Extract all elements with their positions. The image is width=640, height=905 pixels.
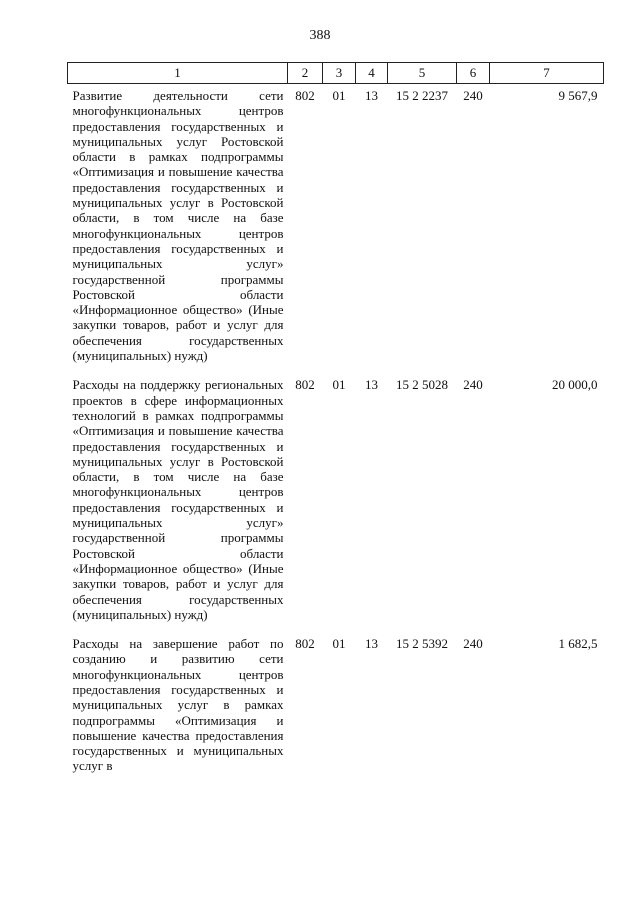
row-code-subsection: 13 xyxy=(365,377,378,393)
column-header-6: 6 xyxy=(457,63,490,84)
row-code-section: 01 xyxy=(332,88,346,103)
column-header-1: 1 xyxy=(68,63,288,84)
row-code-expense-type: 240 xyxy=(463,636,483,652)
row-code-expense-type: 240 xyxy=(463,88,483,103)
table-header-row xyxy=(68,63,604,84)
column-header-4: 4 xyxy=(356,63,388,84)
row-description: Развитие деятельности сети многофункциональных центров предоставления государственных и муниципальных услуг Ростовской области в рамках подпрограммы «Оптимизация и повышение качества предоставления государственных и муниципальных услуг в Ростовской области, в том числе на базе многофункциональных центров предоставления государственных и муниципальных услуг» государственной программы Ростовской области «Информационное общество» (Иные закупки товаров, работ и услуг для обеспечения государственных (муниципальных) нужд) xyxy=(72,88,284,364)
row-code-target: 15 2 2237 xyxy=(396,88,448,103)
row-description: Расходы на поддержку региональных проектов в сфере информационных технологий в рамках подпрограммы «Оптимизация и повышение качества предоставления государственных и муниципальных услуг в Ростовской области, в том числе на базе многофункциональных центров предоставления государственных и муниципальных услуг» государственной программы Ростовской области «Информационное общество» (Иные закупки товаров, работ и услуг для обеспечения государственных (муниципальных) нужд) xyxy=(72,377,284,622)
row-code-subsection: 13 xyxy=(365,88,378,103)
column-header-5: 5 xyxy=(388,63,457,84)
row-description: Расходы на завершение работ по созданию и развитию сети многофункциональных центров предоставления государственных и муниципальных услуг в рамках подпрограммы «Оптимизация и повышение качества предоставления государственных и муниципальных услуг в xyxy=(72,636,284,774)
row-amount: 20 000,0 xyxy=(552,377,598,393)
table-row xyxy=(68,373,604,632)
budget-table xyxy=(67,62,604,784)
row-code-ministry: 802 xyxy=(295,88,315,103)
row-code-section: 01 xyxy=(332,636,346,652)
column-header-2: 2 xyxy=(288,63,323,84)
row-code-ministry: 802 xyxy=(295,636,315,652)
row-code-target: 15 2 5392 xyxy=(396,636,448,652)
row-code-target: 15 2 5028 xyxy=(396,377,448,393)
row-amount: 9 567,9 xyxy=(558,88,598,103)
row-amount: 1 682,5 xyxy=(558,636,598,652)
row-code-expense-type: 240 xyxy=(463,377,483,393)
page-number: 388 xyxy=(309,28,331,43)
row-code-section: 01 xyxy=(332,377,346,393)
table-row xyxy=(68,84,604,374)
column-header-3: 3 xyxy=(323,63,356,84)
row-code-ministry: 802 xyxy=(295,377,315,393)
column-header-7: 7 xyxy=(490,63,604,84)
row-code-subsection: 13 xyxy=(365,636,378,652)
table-row xyxy=(68,632,604,784)
